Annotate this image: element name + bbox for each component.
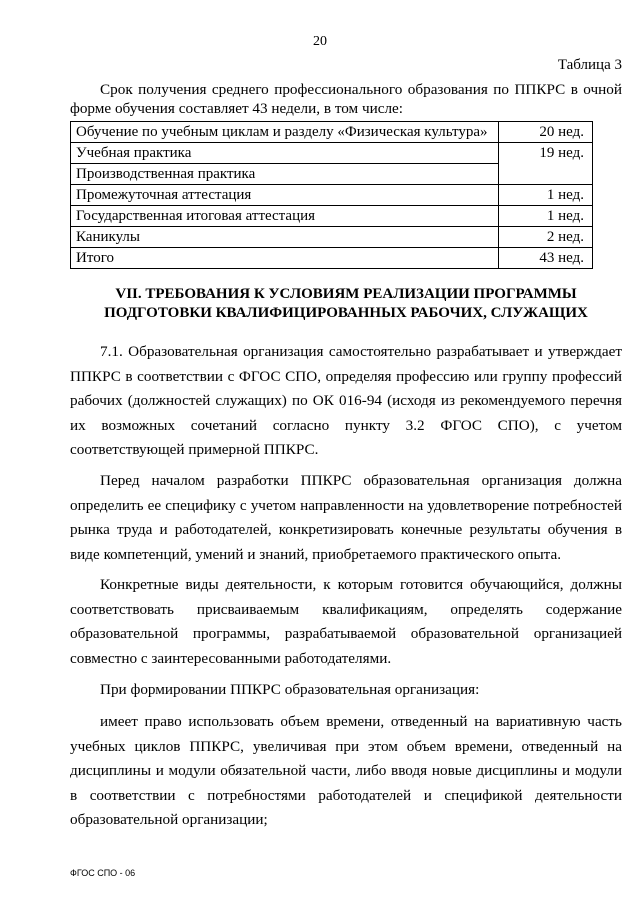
table-row [71,227,593,248]
table-row [71,206,593,227]
section-heading [70,285,622,323]
paragraph: Перед началом разработки ППКРС образовательная организация должна определить ее специфику с учетом направленности на удовлетворение потребностей рынка труда и работодателей, конкретизировать конечные результаты обучения в виде компетенций, умений и знаний, приобретаемого практического опыта. [70,472,622,563]
footer-label: ФГОС СПО - 06 [70,868,136,878]
duration-cell: 43 нед. [499,248,593,269]
duration-cell [499,164,593,185]
table-row [71,122,593,143]
duration-cell: 1 нед. [499,206,593,227]
paragraph: 7.1. Образовательная организация самостоятельно разрабатывает и утверждает ППКРС в соответствии с ФГОС СПО, определяя профессию или группу профессий рабочих (должностей служащих) по ОК 016-94 (исходя из рекомендуемого перечня их возможных сочетаний согласно пункту 3.2 ФГОС СПО), с учетом соответствующей примерной ППКРС. [70,343,622,458]
table-row [71,143,593,164]
activity-cell: Обучение по учебным циклам и разделу «Физическая культура» [71,122,499,143]
activity-cell: Учебная практика [71,143,499,164]
study-schedule-table [70,121,593,269]
activity-cell: Итого [71,248,499,269]
activity-cell: Промежуточная аттестация [71,185,499,206]
activity-cell: Производственная практика [71,164,499,185]
section-heading-line: ПОДГОТОВКИ КВАЛИФИЦИРОВАННЫХ РАБОЧИХ, СЛУЖАЩИХ [104,305,588,321]
duration-cell: 19 нед. [499,143,593,164]
table-row [71,164,593,185]
table-row [71,185,593,206]
intro-paragraph: Срок получения среднего профессионального образования по ППКРС в очной форме обучения составляет 43 недели, в том числе: [70,81,622,117]
page-number: 20 [313,34,327,49]
duration-cell: 1 нед. [499,185,593,206]
paragraph: Конкретные виды деятельности, к которым готовится обучающийся, должны соответствовать присваиваемым квалификациям, определять содержание образовательной программы, разрабатываемой образовательной организацией совместно с заинтересованными работодателями. [70,576,622,667]
paragraph: При формировании ППКРС образовательная организация: [100,681,480,698]
activity-cell: Каникулы [71,227,499,248]
activity-cell: Государственная итоговая аттестация [71,206,499,227]
section-heading-line: VII. ТРЕБОВАНИЯ К УСЛОВИЯМ РЕАЛИЗАЦИИ ПРОГРАММЫ [115,286,577,302]
paragraph: имеет право использовать объем времени, отведенный на вариативную часть учебных циклов ППКРС, увеличивая при этом объем времени, отведенный на дисциплины и модули обязательной части, либо вводя новые дисциплины и модули в соответствии с потребностями работодателей и спецификой деятельности образовательной организации; [70,713,622,828]
table-row [71,248,593,269]
table-caption: Таблица 3 [557,57,622,73]
duration-cell: 2 нед. [499,227,593,248]
duration-cell: 20 нед. [499,122,593,143]
